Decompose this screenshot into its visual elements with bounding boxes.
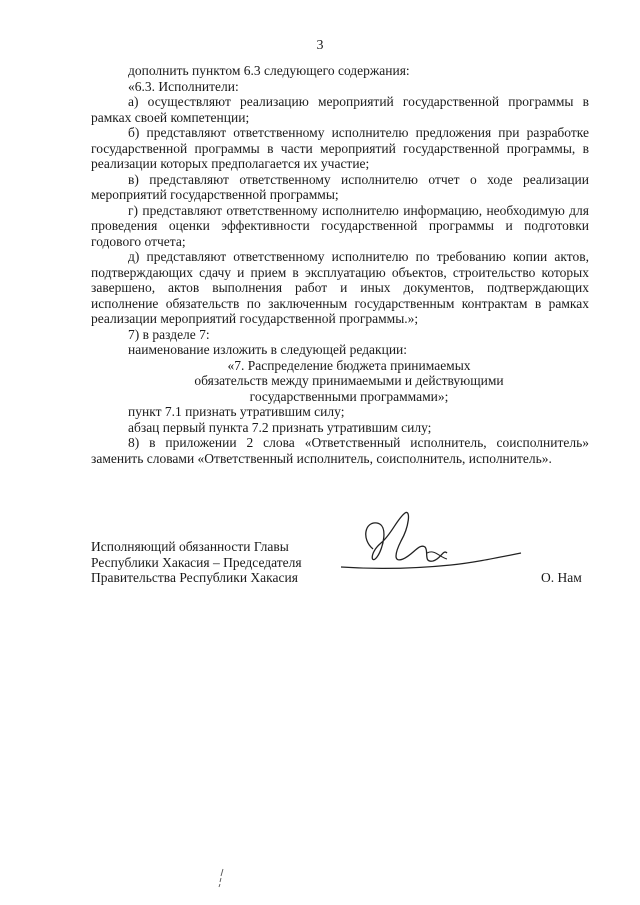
document-body [91,63,589,466]
signatory-position [91,539,302,586]
section-title-line: государственными программами»; [249,388,449,404]
paragraph-title-change: наименование изложить в следующей редакции: [128,342,408,357]
signatory-name: О. Нам [541,570,582,585]
paragraph-item-a: а) осуществляют реализацию мероприятий государственной программы в рамках своей компетенции; [91,94,589,125]
paragraph-7-2: абзац первый пункта 7.2 признать утратившим силу; [128,419,432,435]
paragraph-item-8: 8) в приложении 2 слова «Ответственный исполнитель, соисполнитель» заменить словами «Ответственный исполнитель, соисполнитель, исполнитель». [91,435,589,466]
position-line: Республики Хакасия – Председателя [91,554,302,570]
paragraph-item-g: г) представляют ответственному исполнителю информацию, необходимую для проведения оценки эффективности государственной программы и подготовки годового отчета; [91,202,589,249]
scan-mark-icon [218,868,226,888]
section-title-quote [91,358,589,405]
paragraph-intro: дополнить пунктом 6.3 следующего содержания: [128,63,410,78]
position-line: Правительства Республики Хакасия [91,570,298,585]
section-title-line: обязательств между принимаемыми и действующими [194,373,504,388]
paragraph-7-1: пункт 7.1 признать утратившим силу; [128,404,345,419]
paragraph-section-7: 7) в разделе 7: [128,326,210,342]
paragraph-item-b: б) представляют ответственному исполнителю предложения при разработке государственной программы в части мероприятий государственной программы, в реализации которых предполагается их участие; [91,125,589,171]
page-number: 3 [316,38,324,53]
paragraph-item-d: д) представляют ответственному исполнителю по требованию копии актов, подтверждающих сдачу и прием в эксплуатацию объектов, строительство которых завершено, актов выполнения работ и иных документов, подтверждающих исполнение обязательств по заключенным государственным контрактам в рамках реализации мероприятий государственной программы.»; [91,249,589,326]
position-line: Исполняющий обязанности Главы [91,539,289,554]
paragraph-item-v: в) представляют ответственному исполнителю отчет о ходе реализации мероприятий государственной программы; [91,171,589,202]
handwritten-signature [331,509,531,589]
paragraph-6-3-heading: «6.3. Исполнители: [128,78,239,94]
signature-block [91,539,591,599]
section-title-line: «7. Распределение бюджета принимаемых [227,357,471,373]
